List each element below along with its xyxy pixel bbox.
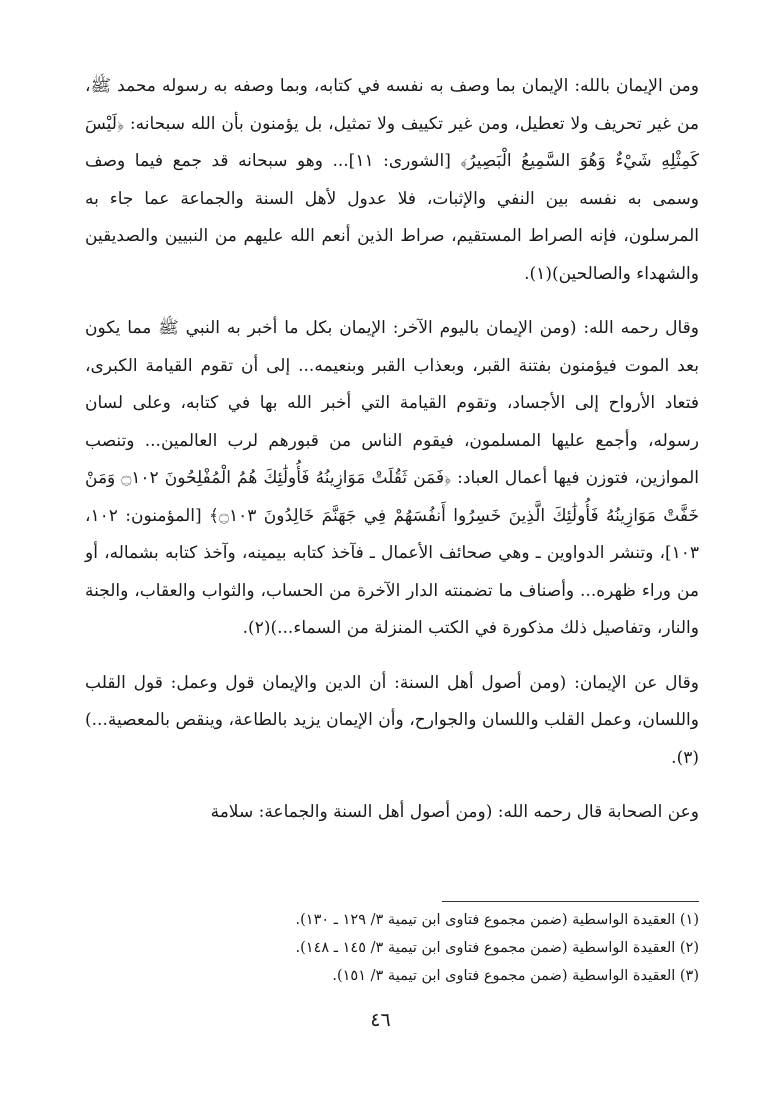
footnote-divider: [442, 901, 699, 902]
paragraph-companions: وعن الصحابة قال رحمه الله: (ومن أصول أهل السنة والجماعة: سلامة: [210, 802, 699, 822]
main-text: [85, 68, 699, 832]
footnote-1: (١) العقيدة الواسطية (ضمن مجموع فتاوى ابن تيمية ٣/ ١٢٩ ـ ١٣٠).: [295, 912, 699, 928]
paragraph-faith-in-last-day: وقال رحمه الله: (ومن الإيمان باليوم الآخر: الإيمان بكل ما أخبر به النبي ﷺ مما يكون بعد الموت فيؤمنون بفتنة القبر، وبعذاب القبر وبنعيمه... إلى أن تقوم القيامة الكبرى، فتعاد الأرواح إلى الأجساد، وتقوم القيامة التي أخبر الله بها في كتابه، وعلى لسان رسوله، وأجمع عليها المسلمون، فيقوم الناس من قبورهم لرب العالمين... وتنصب الموازين، فتوزن فيها أعمال العباد: ﴿فَمَن ثَقُلَتْ مَوَازِينُهُ فَأُولَٰئِكَ هُمُ الْمُفْلِحُونَ ۝١٠٢ وَمَنْ خَفَّتْ مَوَازِينُهُ فَأُولَٰئِكَ الَّذِينَ خَسِرُوا أَنفُسَهُمْ فِي جَهَنَّمَ خَالِدُونَ ۝١٠٣﴾ [المؤمنون: ١٠٢، ١٠٣]، وتنشر الدواوين ـ وهي صحائف الأعمال ـ فآخذ كتابه بيمينه، وآخذ كتابه بشماله، أو من وراء ظهره... وأصناف ما تضمنته الدار الآخرة من الحساب، والثواب والعقاب، والجنة والنار، وتفاصيل ذلك مذكورة في الكتب المنزلة من السماء...)(٢).: [85, 318, 699, 638]
footnote-2: (٢) العقيدة الواسطية (ضمن مجموع فتاوى ابن تيمية ٣/ ١٤٥ ـ ١٤٨).: [295, 940, 699, 956]
footnote-3: (٣) العقيدة الواسطية (ضمن مجموع فتاوى ابن تيمية ٣/ ١٥١).: [332, 968, 699, 984]
footnotes: [85, 906, 699, 990]
page-number: ٤٦: [370, 1009, 391, 1031]
paragraph-faith-in-allah: ومن الإيمان بالله: الإيمان بما وصف به نفسه في كتابه، وبما وصفه به رسوله محمد ﷺ، من غير تحريف ولا تعطيل، ومن غير تكييف ولا تمثيل، بل يؤمنون بأن الله سبحانه: ﴿لَيْسَ كَمِثْلِهِ شَيْءٌ وَهُوَ السَّمِيعُ الْبَصِيرُ﴾ [الشورى: ١١]... وهو سبحانه قد جمع فيما وصف وسمى به نفسه بين النفي والإثبات، فلا عدول لأهل السنة والجماعة عما جاء به المرسلون، فإنه الصراط المستقيم، صراط الذين أنعم الله عليهم من النبيين والصديقين والشهداء والصالحين)(١).: [85, 76, 699, 284]
paragraph-definition-of-faith: وقال عن الإيمان: (ومن أصول أهل السنة: أن الدين والإيمان قول وعمل: قول القلب واللسان، وعمل القلب واللسان والجوارح، وأن الإيمان يزيد بالطاعة، وينقص بالمعصية...)(٣).: [85, 672, 699, 768]
